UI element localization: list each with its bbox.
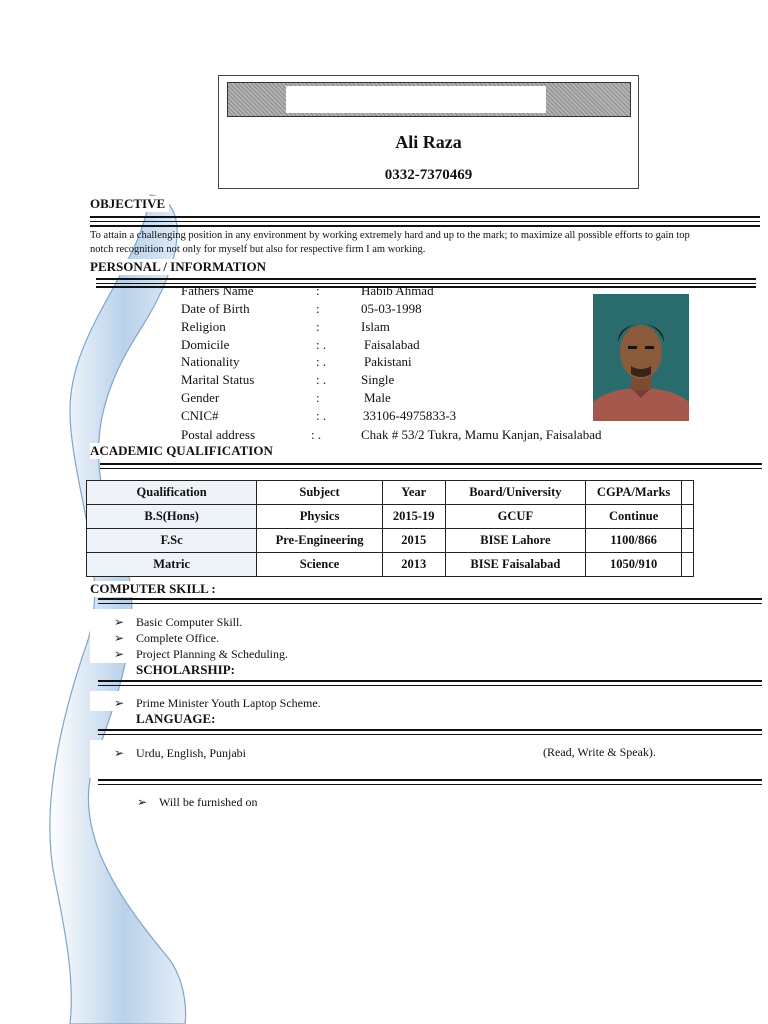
- header-pattern-band: [227, 82, 631, 117]
- info-label: Date of Birth: [181, 301, 250, 316]
- language-rule-1: [98, 729, 762, 731]
- info-separator: : .: [316, 354, 327, 369]
- table-cell: 1050/910: [586, 553, 682, 577]
- personal-title: PERSONAL / INFORMATION: [90, 259, 270, 275]
- table-edge-cell: [682, 481, 694, 505]
- info-label: Postal address: [181, 427, 256, 442]
- info-label: Gender: [181, 390, 220, 405]
- info-label: CNIC#: [181, 408, 219, 423]
- academic-rule-2: [100, 468, 762, 469]
- table-header-row: [87, 481, 694, 505]
- scholarship-list: [114, 695, 321, 711]
- info-value: Pakistani: [364, 354, 412, 369]
- table-header-cell: Subject: [257, 481, 383, 505]
- list-item: ➢ Urdu, English, Punjabi: [114, 746, 246, 760]
- table-header-cell: CGPA/Marks: [586, 481, 682, 505]
- scholarship-title: SCHOLARSHIP:: [136, 662, 239, 678]
- table-cell: Physics: [257, 505, 383, 529]
- references-rule-1: [98, 779, 762, 781]
- language-rule-2: [98, 734, 762, 735]
- table-edge-cell: [682, 553, 694, 577]
- scholarship-rule-1: [98, 680, 762, 682]
- info-value: Faisalabad: [364, 337, 420, 352]
- info-separator: :: [316, 390, 320, 405]
- info-value: 33106-4975833-3: [363, 408, 457, 423]
- info-label: Nationality: [181, 354, 240, 369]
- computer-skill-title: COMPUTER SKILL :: [90, 581, 220, 597]
- arrow-bullet-icon: ➢: [114, 746, 125, 760]
- objective-rule-3: [90, 225, 760, 227]
- candidate-phone: 0332-7370469: [384, 167, 473, 183]
- table-cell: B.S(Hons): [87, 505, 257, 529]
- table-row: [87, 553, 694, 577]
- arrow-bullet-icon: ➢: [137, 795, 148, 809]
- info-separator: :: [316, 301, 320, 316]
- academic-title: ACADEMIC QUALIFICATION: [90, 443, 277, 459]
- computer-skill-list: [114, 614, 288, 662]
- arrow-bullet-icon: ➢: [114, 647, 125, 661]
- info-separator: : .: [316, 372, 327, 387]
- objective-text: To attain a challenging position in any environment by working extremely hard and up to the mark; to maximize all possible efforts to gain top notch recognition not only for myself but also for respective firm I am working.: [90, 230, 690, 255]
- info-label: Marital Status: [181, 372, 255, 387]
- skill-rule-1: [98, 598, 762, 600]
- skill-rule-2: [98, 603, 762, 604]
- profile-photo: [593, 294, 689, 421]
- table-cell: 2015: [382, 529, 445, 553]
- table-cell: BISE Faisalabad: [445, 553, 586, 577]
- info-value: Chak # 53/2 Tukra, Mamu Kanjan, Faisalabad: [361, 427, 602, 442]
- header-box: [218, 75, 639, 189]
- arrow-bullet-icon: ➢: [114, 696, 125, 710]
- scholarship-rule-2: [98, 685, 762, 686]
- references-list: [137, 794, 258, 810]
- objective-rule-2: [90, 221, 760, 222]
- academic-rule-1: [100, 463, 762, 465]
- language-title: LANGUAGE:: [136, 711, 219, 727]
- info-label: Fathers Name: [181, 283, 254, 298]
- list-item: ➢ Basic Computer Skill.: [114, 615, 243, 629]
- table-cell: Matric: [87, 553, 257, 577]
- info-separator: :: [316, 319, 320, 334]
- info-label: Domicile: [181, 337, 230, 352]
- table-header-cell: Qualification: [87, 481, 257, 505]
- table-cell: 1100/866: [586, 529, 682, 553]
- info-value: Male: [364, 390, 391, 405]
- info-value: 05-03-1998: [361, 301, 422, 316]
- table-cell: Science: [257, 553, 383, 577]
- personal-rule-1: [96, 278, 756, 280]
- language-list: [114, 745, 246, 761]
- table-cell: BISE Lahore: [445, 529, 586, 553]
- references-rule-2: [98, 784, 762, 785]
- info-label: Religion: [181, 319, 226, 334]
- info-value: Habib Ahmad: [361, 283, 434, 298]
- info-value: Single: [361, 372, 395, 387]
- table-row: [87, 529, 694, 553]
- arrow-bullet-icon: ➢: [114, 631, 125, 645]
- info-separator: :: [316, 283, 320, 298]
- table-cell: 2015-19: [382, 505, 445, 529]
- info-separator: : .: [311, 427, 322, 442]
- info-value: Islam: [361, 319, 390, 334]
- list-item: ➢ Prime Minister Youth Laptop Scheme.: [114, 696, 321, 710]
- list-item: ➢ Will be furnished on: [137, 795, 258, 809]
- list-item: ➢ Complete Office.: [114, 631, 220, 645]
- table-cell: Pre-Engineering: [257, 529, 383, 553]
- table-cell: 2013: [382, 553, 445, 577]
- objective-title: OBJECTIVE: [90, 196, 169, 212]
- info-separator: : .: [316, 408, 327, 423]
- arrow-bullet-icon: ➢: [114, 615, 125, 629]
- info-separator: : .: [316, 337, 327, 352]
- table-cell: GCUF: [445, 505, 586, 529]
- candidate-name: Ali Raza: [395, 132, 462, 152]
- table-header-cell: Year: [382, 481, 445, 505]
- table-edge-cell: [682, 505, 694, 529]
- list-item: ➢ Project Planning & Scheduling.: [114, 647, 288, 661]
- table-header-cell: Board/University: [445, 481, 586, 505]
- table-cell: Continue: [586, 505, 682, 529]
- language-note: (Read, Write & Speak).: [543, 745, 656, 759]
- table-row: [87, 505, 694, 529]
- academic-table: [86, 480, 694, 577]
- objective-rule-1: [90, 216, 760, 218]
- table-edge-cell: [682, 529, 694, 553]
- table-cell: F.Sc: [87, 529, 257, 553]
